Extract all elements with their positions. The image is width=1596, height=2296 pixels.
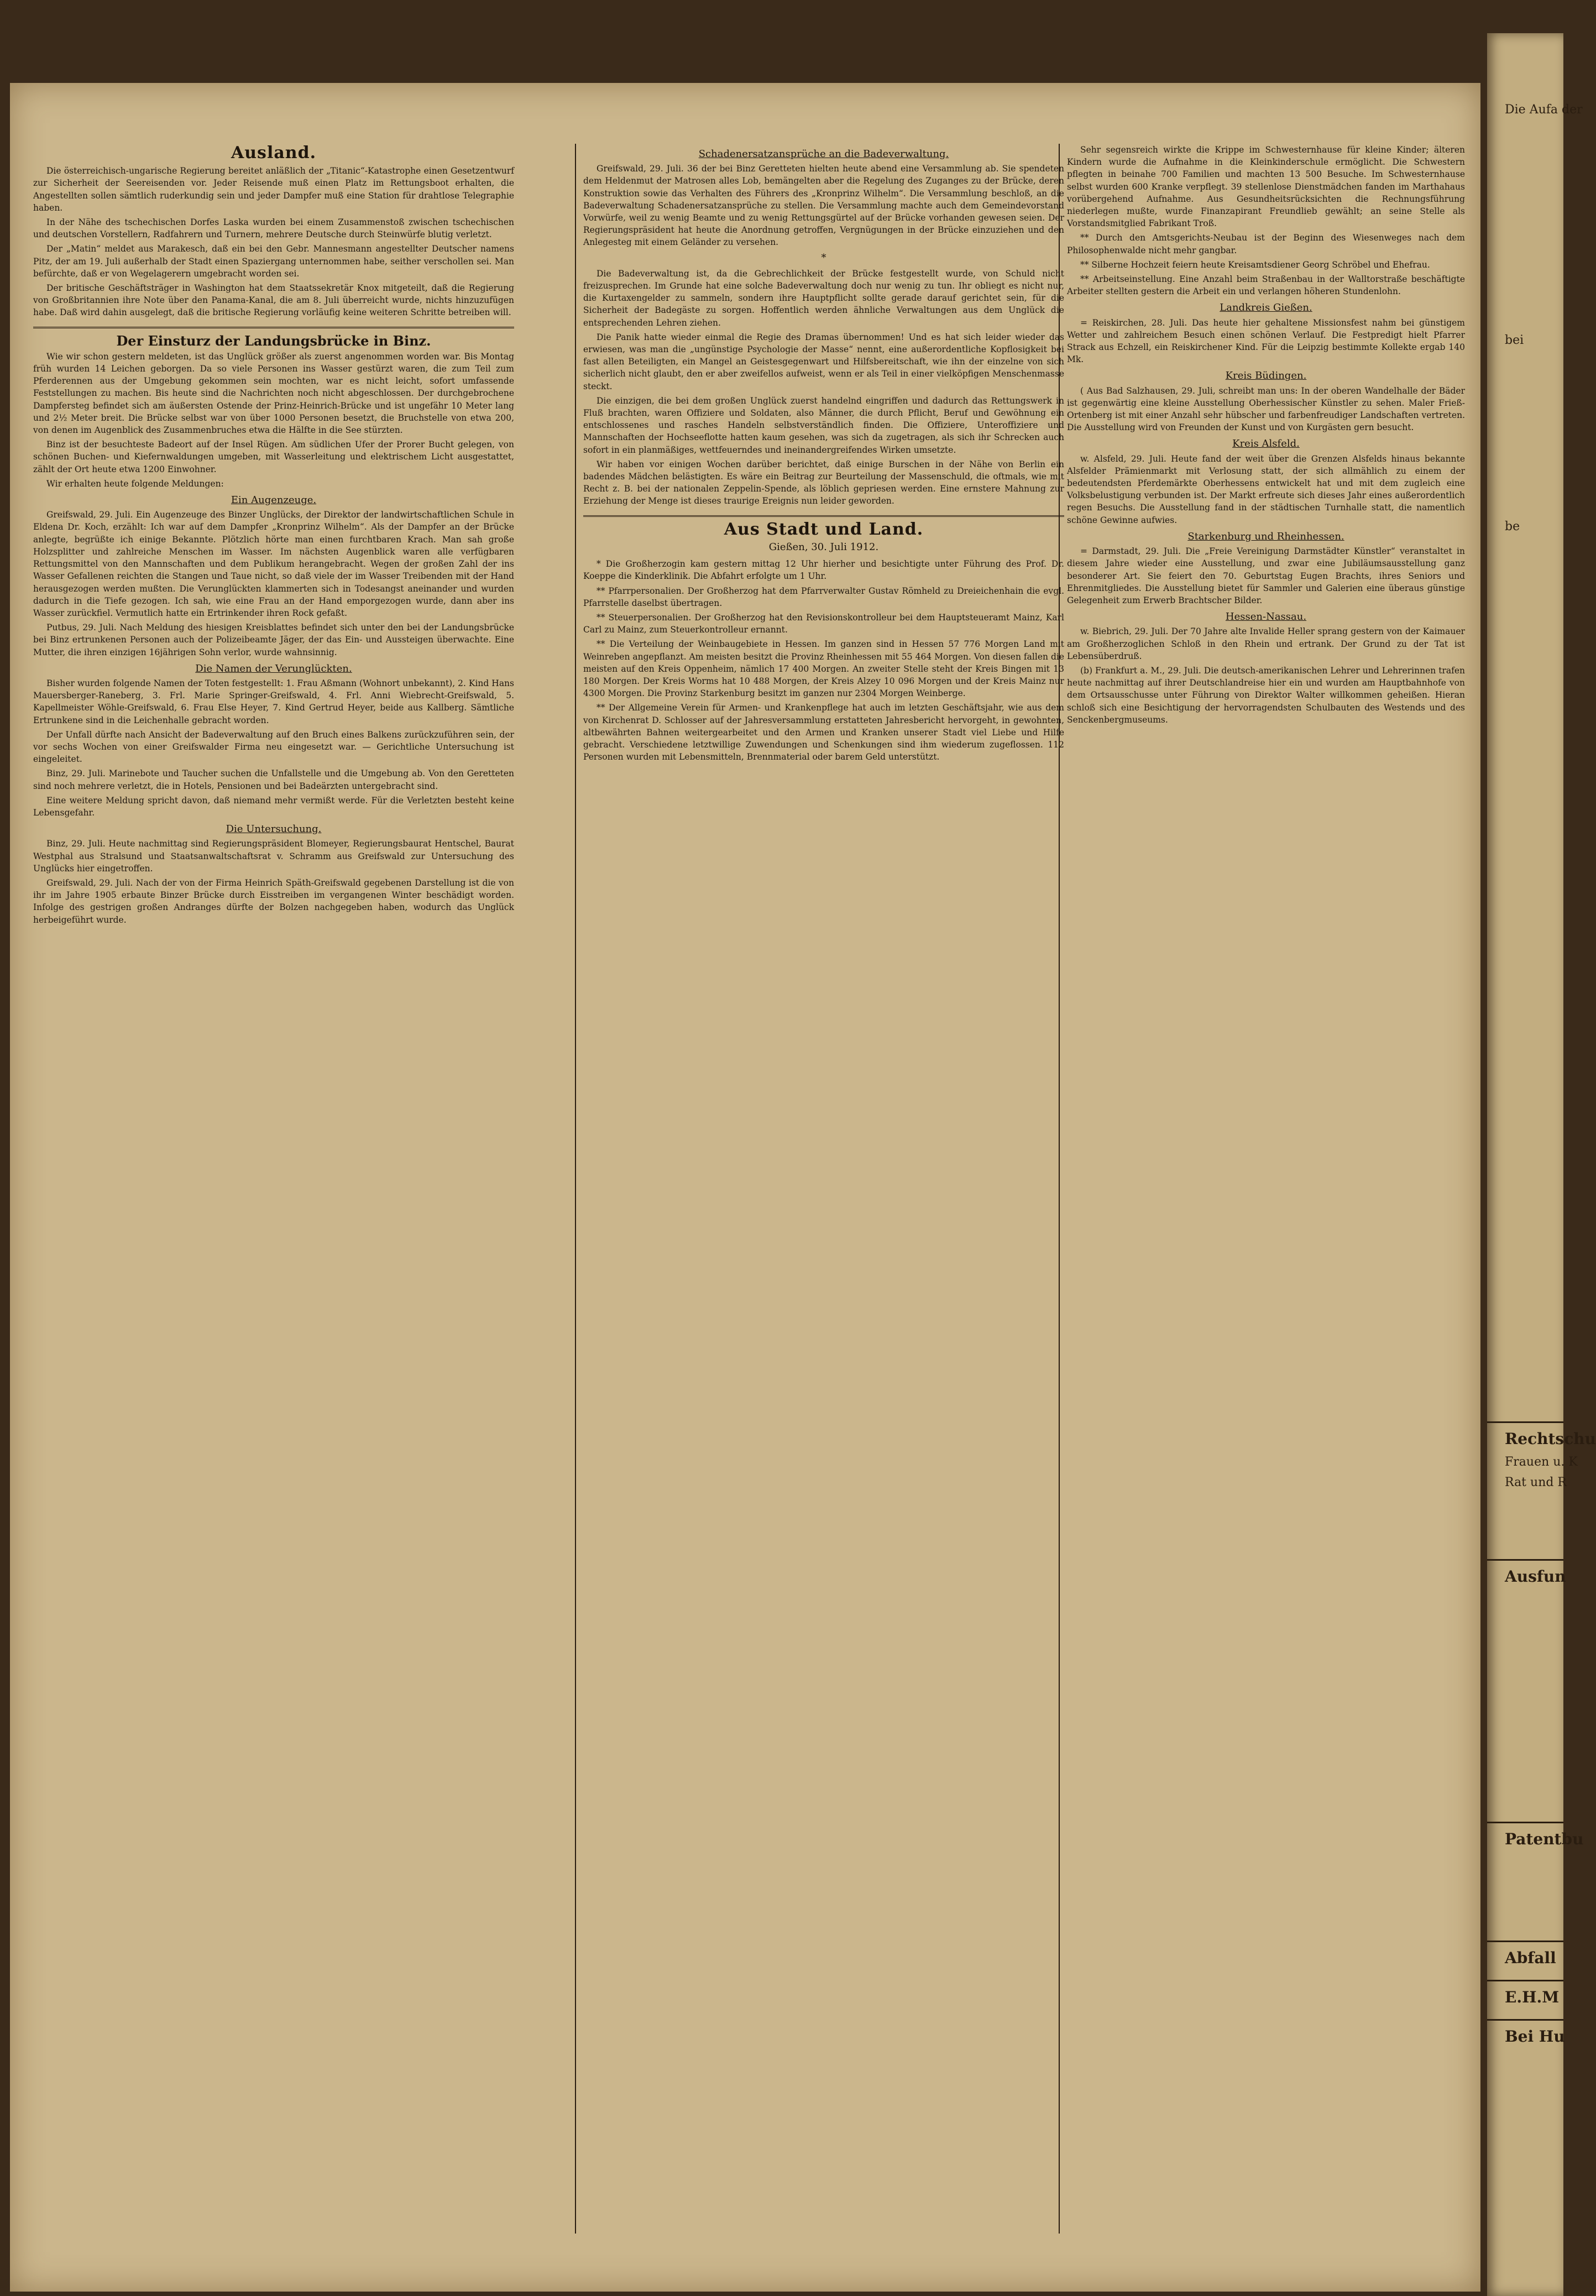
dateline: Gießen, 30. Juli 1912. (768, 541, 879, 553)
subheading-augenzeuge: Ein Augenzeuge. (231, 494, 317, 506)
paragraph: Wir haben vor einigen Wochen darüber berichtet, daß einige Burschen in der Nähe von Berlin ein badendes Mädchen belästigten. Es wäre ein Beitrag zur Beurteilung der Massenschuld, die oftmals, wie mit Recht z. B. bei der nationalen Zeppelin-Spende, als löblich gepriesen werden. Eine ernstere Mahnung zur Erziehung der Menge ist dieses traurige Ereignis nun leider geworden. (583, 459, 1064, 506)
paragraph: = Reiskirchen, 28. Juli. Das heute hier gehaltene Missionsfest nahm bei günstigem Wetter und zahlreichem Besuch einen schönen Verlauf. Die Festpredigt hielt Pfarrer Strack aus Echzell, ein Reiskirchener Kind. Für die Leipzig bestimmte Kollekte ergab 140 Mk. (1067, 317, 1465, 365)
neighbor-fragment: Bei Hu (1487, 2019, 1563, 2049)
separator (583, 515, 1064, 517)
paragraph: w. Alsfeld, 29. Juli. Heute fand der weit über die Grenzen Alsfelds hinaus bekannte Alsfelder Prämienmarkt mit Verlosung statt, der sich allmählich zu einem der bedeutendsten Pferdemärkte Oberhessens entwickelt hat und mit dem zugleich eine Volksbelustigung verbunden ist. Der Markt erfreute sich dieses Jahr eines außerordentlich regen Besuchs. Die Ausstellung fand in der städtischen Turnhalle statt, die namentlich schöne Gewinne aufwies. (1067, 453, 1465, 525)
neighbor-fragment: Frauen u. K (1505, 1455, 1578, 1469)
neighbor-fragment: Rechtschu (1487, 1421, 1563, 1452)
paragraph: (b) Frankfurt a. M., 29. Juli. Die deutsch-amerikanischen Lehrer und Lehrerinnen trafen heute nachmittag auf ihrer Deutschlandreise hier ein und wurden am Hauptbahnhofe von dem Ortsausschusse unter Führung von Direktor Walter willkommen geheißen. Hieran schloß sich eine Besichtigung der hervorragendsten Schulbauten des Westends und des Senckenbergmuseums. (1067, 665, 1465, 725)
paragraph: Der „Matin“ meldet aus Marakesch, daß ein bei den Gebr. Mannesmann angestellter Deutscher namens Pitz, der am 19. Juli außerhalb der Stadt einen Spaziergang unternommen habe, seither verschollen sei. Man befürchte, daß er von Wegelagerern umgebracht worden sei. (33, 244, 514, 279)
column-2 (583, 144, 1064, 2245)
neighbor-fragment: Rat und R (1505, 1476, 1567, 1489)
subheading-landkreis-giessen: Landkreis Gießen. (1220, 302, 1312, 314)
paragraph: ** Silberne Hochzeit feiern heute Kreisamtsdiener Georg Schröbel und Ehefrau. (1080, 259, 1430, 270)
column-1 (33, 144, 514, 2245)
paragraph: * Die Großherzogin kam gestern mittag 12 Uhr hierher und besichtigte unter Führung des Prof. Dr. Koeppe die Kinderklinik. Die Abfahrt erfolgte um 1 Uhr. (583, 559, 1064, 582)
paragraph: Binz, 29. Juli. Marinebote und Taucher suchen die Unfallstelle und die Umgebung ab. Von den Geretteten sind noch mehrere verletzt, die in Hotels, Pensionen und bei Badeärzten untergebracht sind. (33, 768, 514, 791)
neighbor-page-edge (1487, 33, 1596, 2296)
section-heading-stadt-und-land: Aus Stadt und Land. (724, 519, 924, 539)
neighbor-fragment: E.H.M (1487, 1980, 1563, 2010)
paragraph: ** Arbeitseinstellung. Eine Anzahl beim Straßenbau in der Walltorstraße beschäftigte Arbeiter stellten gestern die Arbeit ein und verlangen höheren Stundenlohn. (1067, 274, 1465, 297)
subheading-starkenburg: Starkenburg und Rheinhessen. (1187, 530, 1344, 542)
column-3 (1067, 144, 1465, 2245)
paragraph: Sehr segensreich wirkte die Krippe im Schwesternhause für kleine Kinder; älteren Kindern wurde die Aufnahme in die Kleinkinderschule ermöglicht. Die Schwestern pflegten in beinahe 700 Familien und machten 13 500 Besuche. Im Schwesternhause selbst wurden 600 Kranke verpflegt. 39 stellenlose Dienstmädchen fanden im Marthahaus vorübergehend Aufnahme. Aus Gesundheitsrücksichten die Rechnungsführung niederlegen mußte, wurde Finanzapirant Freundlieb gewählt; an seine Stelle als Vorstandsmitglied Fabrikant Troß. (1067, 145, 1465, 229)
paragraph: Greifswald, 29. Juli. Ein Augenzeuge des Binzer Unglücks, der Direktor der landwirtschaftlichen Schule in Eldena Dr. Koch, erzählt: Ich war auf dem Dampfer „Kronprinz Wilhelm“. Als der Dampfer an der Brücke anlegte, begrüßte ich einige Bekannte. Plötzlich hörte man einen furchtbaren Krach. Man sah große Holzsplitter und zahlreiche Menschen im Wasser. Im nächsten Augenblick waren alle verfügbaren Rettungsmittel von den Mannschaften und dem Publikum herangebracht. Wegen der großen Zahl der ins Wasser Gefallenen reichten die Stangen und Taue nicht, so daß viele der im Wasser Treibenden mit der Hand herausgezogen werden mußten. Die Verunglückten klammerten sich in Todesangst aneinander und wurden dadurch in die Tiefe gezogen. Ich sah, wie eine Frau an der Hand emporgezogen wurde, dann aber ins Wasser zurückfiel. Vermutlich hatte ein Ertrinkender ihren Rock gefaßt. (33, 510, 514, 618)
paragraph: w. Biebrich, 29. Juli. Der 70 Jahre alte Invalide Heller sprang gestern von der Kaimauer am Großherzoglichen Schloß in den Rhein und ertrank. Der Grund zu der Tat ist Lebensüberdruß. (1067, 626, 1465, 661)
paragraph: Die Panik hatte wieder einmal die Regie des Dramas übernommen! Und es hat sich leider wieder das erwiesen, was man die „ungünstige Psychologie der Masse“ nennt, eine außerordentliche Kopflosigkeit bei fast allen Beteiligten, ein Mangel an Geistesgegenwart und Hilfsbereitschaft, wie ihn der einzelne von sich sicherlich nicht glaubt, den er aber zweifellos aufweist, wenn er als Teil in einer vielköpfigen Menschenmasse steckt. (583, 332, 1064, 391)
paragraph: ** Der Allgemeine Verein für Armen- und Krankenpflege hat auch im letzten Geschäftsjahr, wie aus dem von Kirchenrat D. Schlosser auf der Jahresversammlung erstatteten Jahresbericht hervorgeht, in gewohnten, altbewährten Bahnen weitergearbeitet und den Armen und Kranken unserer Stadt viel Liebe und Hilfe gebracht. Verschiedene letztwillige Zuwendungen und Schenkungen sind ihm wiederum zugeflossen. 112 Personen wurden mit Lebensmitteln, Brennmaterial oder barem Geld unterstützt. (583, 703, 1064, 762)
paragraph: = Darmstadt, 29. Juli. Die „Freie Vereinigung Darmstädter Künstler“ veranstaltet in diesem Jahre wieder eine Ausstellung, und zwar eine Jubiläumsausstellung ganz besonderer Art. Sie feiert den 70. Geburtstag Eugen Brachts, ihres Seniors und Ehrenmitgliedes. Die Ausstellung bietet für Sammler und Galerien eine überaus günstige Gelegenheit zum Erwerb Brachtscher Bilder. (1067, 546, 1465, 605)
separator (33, 327, 514, 328)
paragraph: Die österreichisch-ungarische Regierung bereitet anläßlich der „Titanic“-Katastrophe einen Gesetzentwurf zur Sicherheit der Seereisenden vor. Jeder Reisende muß einen Platz im Rettungsboot erhalten, die Angestellten sollen sämtlich ruderkundig sein und jeder Dampfer muß eine Station für drahtlose Telegraphie haben. (33, 166, 514, 213)
paragraph: Der britische Geschäftsträger in Washington hat dem Staatssekretär Knox mitgeteilt, daß die Regierung von Großbritannien ihre Note über den Panama-Kanal, die am 8. Juli überreicht wurde, nichts hinzuzufügen habe. Daß wird dahin ausgelegt, daß die britische Regierung vorläufig keine weiteren Schritte betreiben will. (33, 283, 514, 318)
paragraph: Binz, 29. Juli. Heute nachmittag sind Regierungspräsident Blomeyer, Regierungsbaurat Hentschel, Baurat Westphal aus Stralsund und Staatsanwaltschaftsrat v. Schramm aus Greifswald zur Untersuchung des Unglücks hier eingetroffen. (33, 839, 514, 874)
neighbor-fragment: bei (1505, 333, 1524, 347)
subheading-namen: Die Namen der Verunglückten. (195, 662, 352, 674)
paragraph: Bisher wurden folgende Namen der Toten festgestellt: 1. Frau Aßmann (Wohnort unbekannt), 2. Kind Hans Mauersberger-Raneberg, 3. Frl. Marie Springer-Greifswald, 4. Frl. Anni Wiebrecht-Greifswald, 5. Kapellmeister Wöhle-Greifswald, 6. Frau Else Heyer, 7. Kind Gertrud Heyer, beide aus Kallberg. Sämtliche Ertrunkene sind in die Leichenhalle gebracht worden. (33, 678, 514, 725)
neighbor-fragment: be (1505, 520, 1520, 534)
paragraph: Die einzigen, die bei dem großen Unglück zuerst handelnd eingriffen und dadurch das Rettungswerk in Fluß brachten, waren Offiziere und Soldaten, also Männer, die durch Pflicht, Beruf und Gewöhnung ein entschlossenes und rasches Handeln selbstverständlich finden. Die Offiziere, Unteroffiziere und Mannschaften der Hochseeflotte hatten kaum gesehen, was sich da zugetragen, als sich ihr Schrecken auch sofort in ein planmäßiges, wettfeuerndes und ineinandergreifendes Wirken umsetzte. (583, 395, 1064, 455)
paragraph: Putbus, 29. Juli. Nach Meldung des hiesigen Kreisblattes befindet sich unter den bei der Landungsbrücke bei Binz ertrunkenen Personen auch der Polizeibeamte Jäger, der das Ein- und Aussteigen überwachte. Eine Mutter, die ihren einzigen 16jährigen Sohn verlor, wurde wahnsinnig. (33, 623, 514, 657)
paragraph: ( Aus Bad Salzhausen, 29. Juli, schreibt man uns: In der oberen Wandelhalle der Bäder ist gegenwärtig eine kleine Ausstellung Oberhessischer Künstler zu sehen. Maler Frieß-Ortenberg ist mit einer Anzahl sehr hübscher und farbenfreudiger Landschaften vertreten. Die Ausstellung wird von Freunden der Kunst und von Kurgästen gern besucht. (1067, 385, 1465, 433)
asterisk-divider: * (821, 252, 826, 264)
subheading-untersuchung: Die Untersuchung. (226, 823, 322, 835)
neighbor-fragment: Ausfun (1487, 1559, 1563, 1589)
paragraph: Wir erhalten heute folgende Meldungen: (46, 478, 224, 489)
paragraph: Greifswald, 29. Juli. Nach der von der Firma Heinrich Späth-Greifswald gegebenen Darstellung ist die von ihr im Jahre 1905 erbaute Binzer Brücke durch Eisstreiben im vergangenen Winter beschädigt worden. Infolge des gestrigen großen Andranges dürfte der Bolzen nachgegeben haben, wodurch das Unglück herbeigeführt wurde. (33, 877, 514, 925)
paragraph: Die Badeverwaltung ist, da die Gebrechlichkeit der Brücke festgestellt wurde, von Schuld nicht freizusprechen. Im Grunde hat eine solche Badeverwaltung doch nur wenig zu tun. Ihr obliegt es nicht nur, die Kurtaxengelder zu sammeln, sondern ihre Hauptpflicht sollte gerade darauf gerichtet sein, für die Sicherheit der Badegäste zu sorgen. Hoffentlich werden ähnliche Verwaltungen aus dem Unglück die entsprechenden Lehren ziehen. (583, 268, 1064, 328)
neighbor-fragment: Patentbu (1487, 1822, 1563, 1852)
subheading-schaden: Schadenersatzansprüche an die Badeverwaltung. (698, 148, 949, 160)
paragraph: In der Nähe des tschechischen Dorfes Laska wurden bei einem Zusammenstoß zwischen tschechischen und deutschen Vorstellern, Radfahrern und Turnern, mehrere Deutsche durch Steinwürfe blutig verletzt. (33, 217, 514, 240)
paragraph: Eine weitere Meldung spricht davon, daß niemand mehr vermißt werde. Für die Verletzten besteht keine Lebensgefahr. (33, 795, 514, 818)
subheading-hessen-nassau: Hessen-Nassau. (1225, 611, 1307, 623)
paragraph: ** Die Verteilung der Weinbaugebiete in Hessen. Im ganzen sind in Hessen 57 776 Morgen Land mit Weinreben angepflanzt. Am meisten besitzt die Provinz Rheinhessen mit 55 464 Morgen. Von diesen fallen die meisten auf den Kreis Oppenheim, nämlich 17 400 Morgen. An zweiter Stelle steht der Kreis Bingen mit 13 180 Morgen. Der Kreis Worms hat 10 488 Morgen, der Kreis Alzey 10 096 Morgen und der Kreis Mainz nur 4300 Morgen. Die Provinz Starkenburg besitzt im ganzen nur 2304 Morgen Weinberge. (583, 639, 1064, 699)
neighbor-fragment: Die Aufa der (1505, 103, 1583, 117)
subheading-kreis-alsfeld: Kreis Alsfeld. (1232, 438, 1300, 450)
paragraph: ** Steuerpersonalien. Der Großherzog hat den Revisionskontrolleur bei dem Hauptsteueramt Mainz, Karl Carl zu Mainz, zum Steuerkontrolleur ernannt. (583, 612, 1064, 635)
subheading-kreis-buedingen: Kreis Büdingen. (1225, 370, 1307, 382)
paragraph: Wie wir schon gestern meldeten, ist das Unglück größer als zuerst angenommen worden war. Bis Montag früh wurden 14 Leichen geborgen. Da so viele Personen ins Wasser gestürzt waren, die zum Teil zum Pferderennen aus der Umgebung gekommen sein mochten, war es nicht leicht, sofort umfassende Feststellungen zu machen. Bis heute sind die Nachrichten noch nicht abgeschlossen. Der durchgebrochene Dampfersteg befindet sich am äußersten Ostende der Prinz-Heinrich-Brücke und ist ungefähr 10 Meter lang und 2½ Meter breit. Die Brücke selbst war von über 1000 Personen besetzt, die Bruchstelle von etwa 200, von denen im Augenblick des Zusammenbruches etwa die Hälfte in die See stürzten. (33, 351, 514, 436)
paragraph: Binz ist der besuchteste Badeort auf der Insel Rügen. Am südlichen Ufer der Prorer Bucht gelegen, von schönen Buchen- und Kiefernwaldungen umgeben, mit Wasserleitung und elektrischem Licht ausgestattet, zählt der Ort heute etwa 1200 Einwohner. (33, 440, 514, 474)
paragraph: Der Unfall dürfte nach Ansicht der Badeverwaltung auf den Bruch eines Balkens zurückzuführen sein, der vor sechs Wochen von einer Greifswalder Firma neu eingesetzt war. — Gerichtliche Untersuchung ist eingeleitet. (33, 729, 514, 765)
paragraph: ** Pfarrpersonalien. Der Großherzog hat dem Pfarrverwalter Gustav Römheld zu Dreieichenhain die evgl. Pfarrstelle daselbst übertragen. (583, 585, 1064, 608)
article-heading-einsturz: Der Einsturz der Landungsbrücke in Binz. (116, 332, 431, 349)
paragraph: ** Durch den Amtsgerichts-Neubau ist der Beginn des Wiesenweges nach dem Philosophenwalde nicht mehr gangbar. (1067, 233, 1465, 255)
section-heading-ausland: Ausland. (231, 143, 317, 163)
paragraph: Greifswald, 29. Juli. 36 der bei Binz Geretteten hielten heute abend eine Versammlung ab. Sie spendeten dem Heldenmut der Matrosen alles Lob, bemängelten aber die Regelung des Zuganges zu der Brücke, deren Konstruktion sowie das Verhalten des Führers des „Kronprinz Wilhelm“. Die Versammlung beschloß, an die Badeverwaltung Schadenersatzansprüche zu stellen. Die Versammlung machte auch dem Gemeindevorstand Vorwürfe, weil zu wenig Beamte und zu wenig Rettungsgürtel auf der Brücke vorhanden gewesen seien. Der Regierungspräsident hat heute die Anordnung getroffen, Vergnügungen in der Brücke einzuziehen und den Anlegesteg mit einem Geländer zu versehen. (583, 164, 1064, 248)
column-rule (575, 144, 576, 2234)
neighbor-fragment: Abfall (1487, 1941, 1563, 1971)
